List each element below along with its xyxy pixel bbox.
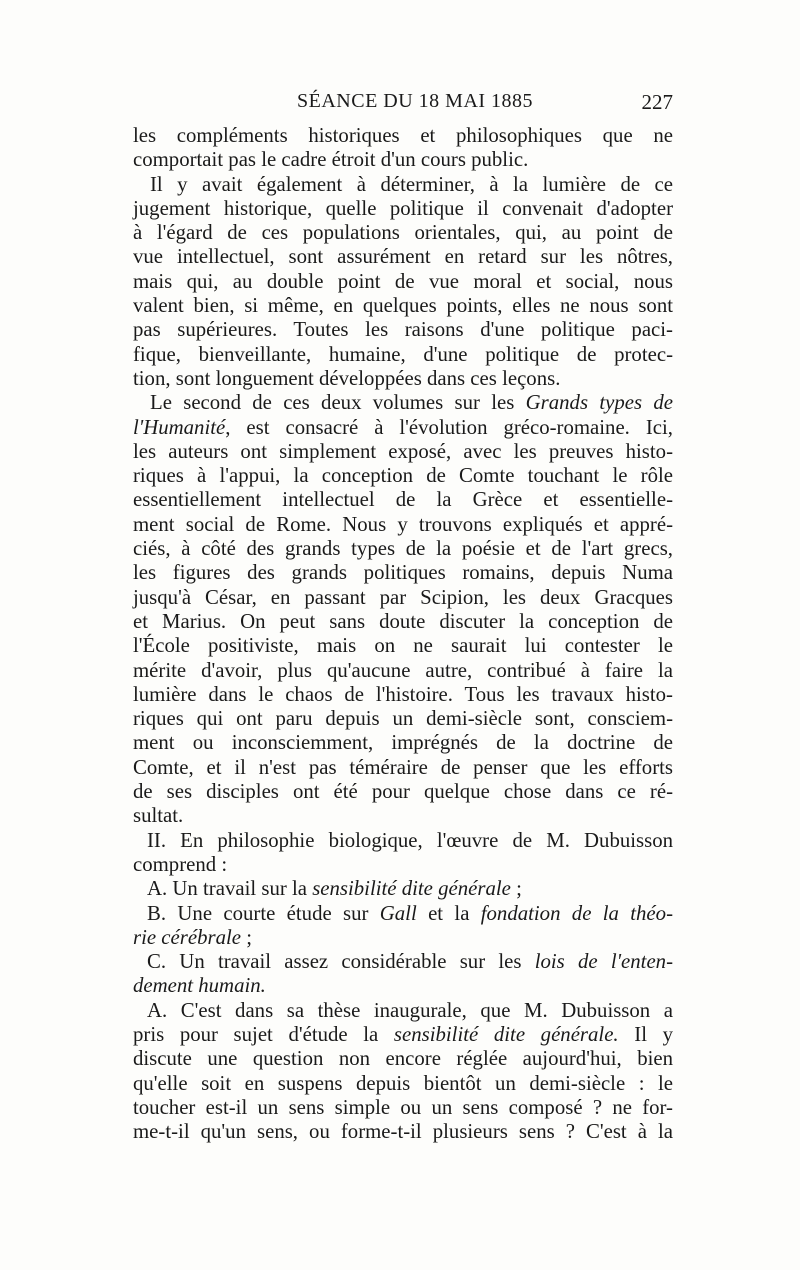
text-line: Le second de ces deux volumes sur les Grands types de xyxy=(150,391,673,415)
text-line: A. C'est dans sa thèse inaugurale, que M. Dubuisson a xyxy=(147,998,673,1022)
text-line: lumière dans le chaos de l'histoire. Tous les travaux histo- xyxy=(133,682,673,706)
text-line: à l'égard de ces populations orientales, qui, au point de xyxy=(133,221,673,245)
text-line: pas supérieures. Toutes les raisons d'une politique paci- xyxy=(133,318,673,342)
text-line: jusqu'à César, en passant par Scipion, les deux Gracques xyxy=(133,585,673,609)
text-line: comportait pas le cadre étroit d'un cours public. xyxy=(133,148,529,172)
text-line: ment social de Rome. Nous y trouvons expliqués et appré- xyxy=(133,512,673,536)
text-line: B. Une courte étude sur Gall et la fondation de la théo- xyxy=(147,901,673,925)
text-line: riques qui ont paru depuis un demi-siècle sont, consciem- xyxy=(133,707,673,731)
text-line: discute une question non encore réglée aujourd'hui, bien xyxy=(133,1047,673,1071)
text-line: A. Un travail sur la sensibilité dite générale ; xyxy=(147,877,522,901)
text-line: tion, sont longuement développées dans ces leçons. xyxy=(133,366,561,390)
text-line: les figures des grands politiques romains, depuis Numa xyxy=(133,561,673,585)
text-line: ment ou inconsciemment, imprégnés de la doctrine de xyxy=(133,731,673,755)
text-line: comprend : xyxy=(133,852,228,876)
running-title: SÉANCE DU 18 MAI 1885 xyxy=(297,90,534,112)
body-text xyxy=(133,124,673,1144)
text-line: l'Humanité, est consacré à l'évolution gréco-romaine. Ici, xyxy=(133,415,673,439)
page-number: 227 xyxy=(641,90,673,114)
text-line: fique, bienveillante, humaine, d'une politique de protec- xyxy=(133,342,673,366)
text-line: l'École positiviste, mais on ne saurait lui contester le xyxy=(133,634,673,658)
text-line: ciés, à côté des grands types de la poésie et de l'art grecs, xyxy=(133,537,673,561)
text-line: qu'elle soit en suspens depuis bientôt un demi-siècle : le xyxy=(133,1071,673,1095)
page-header xyxy=(133,90,673,120)
text-line: valent bien, si même, en quelques points, elles ne nous sont xyxy=(133,294,673,318)
text-line: toucher est-il un sens simple ou un sens composé ? ne for- xyxy=(133,1095,673,1119)
text-line: riques à l'appui, la conception de Comte touchant le rôle xyxy=(133,464,673,488)
text-line: me-t-il qu'un sens, ou forme-t-il plusieurs sens ? C'est à la xyxy=(133,1120,673,1144)
text-line: mérite d'avoir, plus qu'aucune autre, contribué à faire la xyxy=(133,658,673,682)
text-line: les compléments historiques et philosophiques que ne xyxy=(133,124,673,147)
text-line: et Marius. On peut sans doute discuter la conception de xyxy=(133,609,673,633)
text-line: II. En philosophie biologique, l'œuvre de M. Dubuisson xyxy=(147,828,673,852)
text-line: Il y avait également à déterminer, à la lumière de ce xyxy=(150,172,673,196)
text-line: vue intellectuel, sont assurément en retard sur les nôtres, xyxy=(133,245,673,269)
text-line: les auteurs ont simplement exposé, avec les preuves histo- xyxy=(133,439,673,463)
text-line: de ses disciples ont été pour quelque chose dans ce ré- xyxy=(133,780,673,804)
text-line: mais qui, au double point de vue moral et social, nous xyxy=(133,269,673,293)
text-line: sultat. xyxy=(133,804,184,828)
text-line: rie cérébrale ; xyxy=(133,925,252,949)
text-line: pris pour sujet d'étude la sensibilité dite générale. Il y xyxy=(133,1022,673,1046)
text-line: dement humain. xyxy=(133,974,266,998)
text-line: C. Un travail assez considérable sur les lois de l'enten- xyxy=(147,950,674,974)
text-line: jugement historique, quelle politique il convenait d'adopter xyxy=(133,196,673,220)
text-line: Comte, et il n'est pas téméraire de penser que les efforts xyxy=(133,755,673,779)
text-line: essentiellement intellectuel de la Grèce et essentielle- xyxy=(133,488,673,512)
